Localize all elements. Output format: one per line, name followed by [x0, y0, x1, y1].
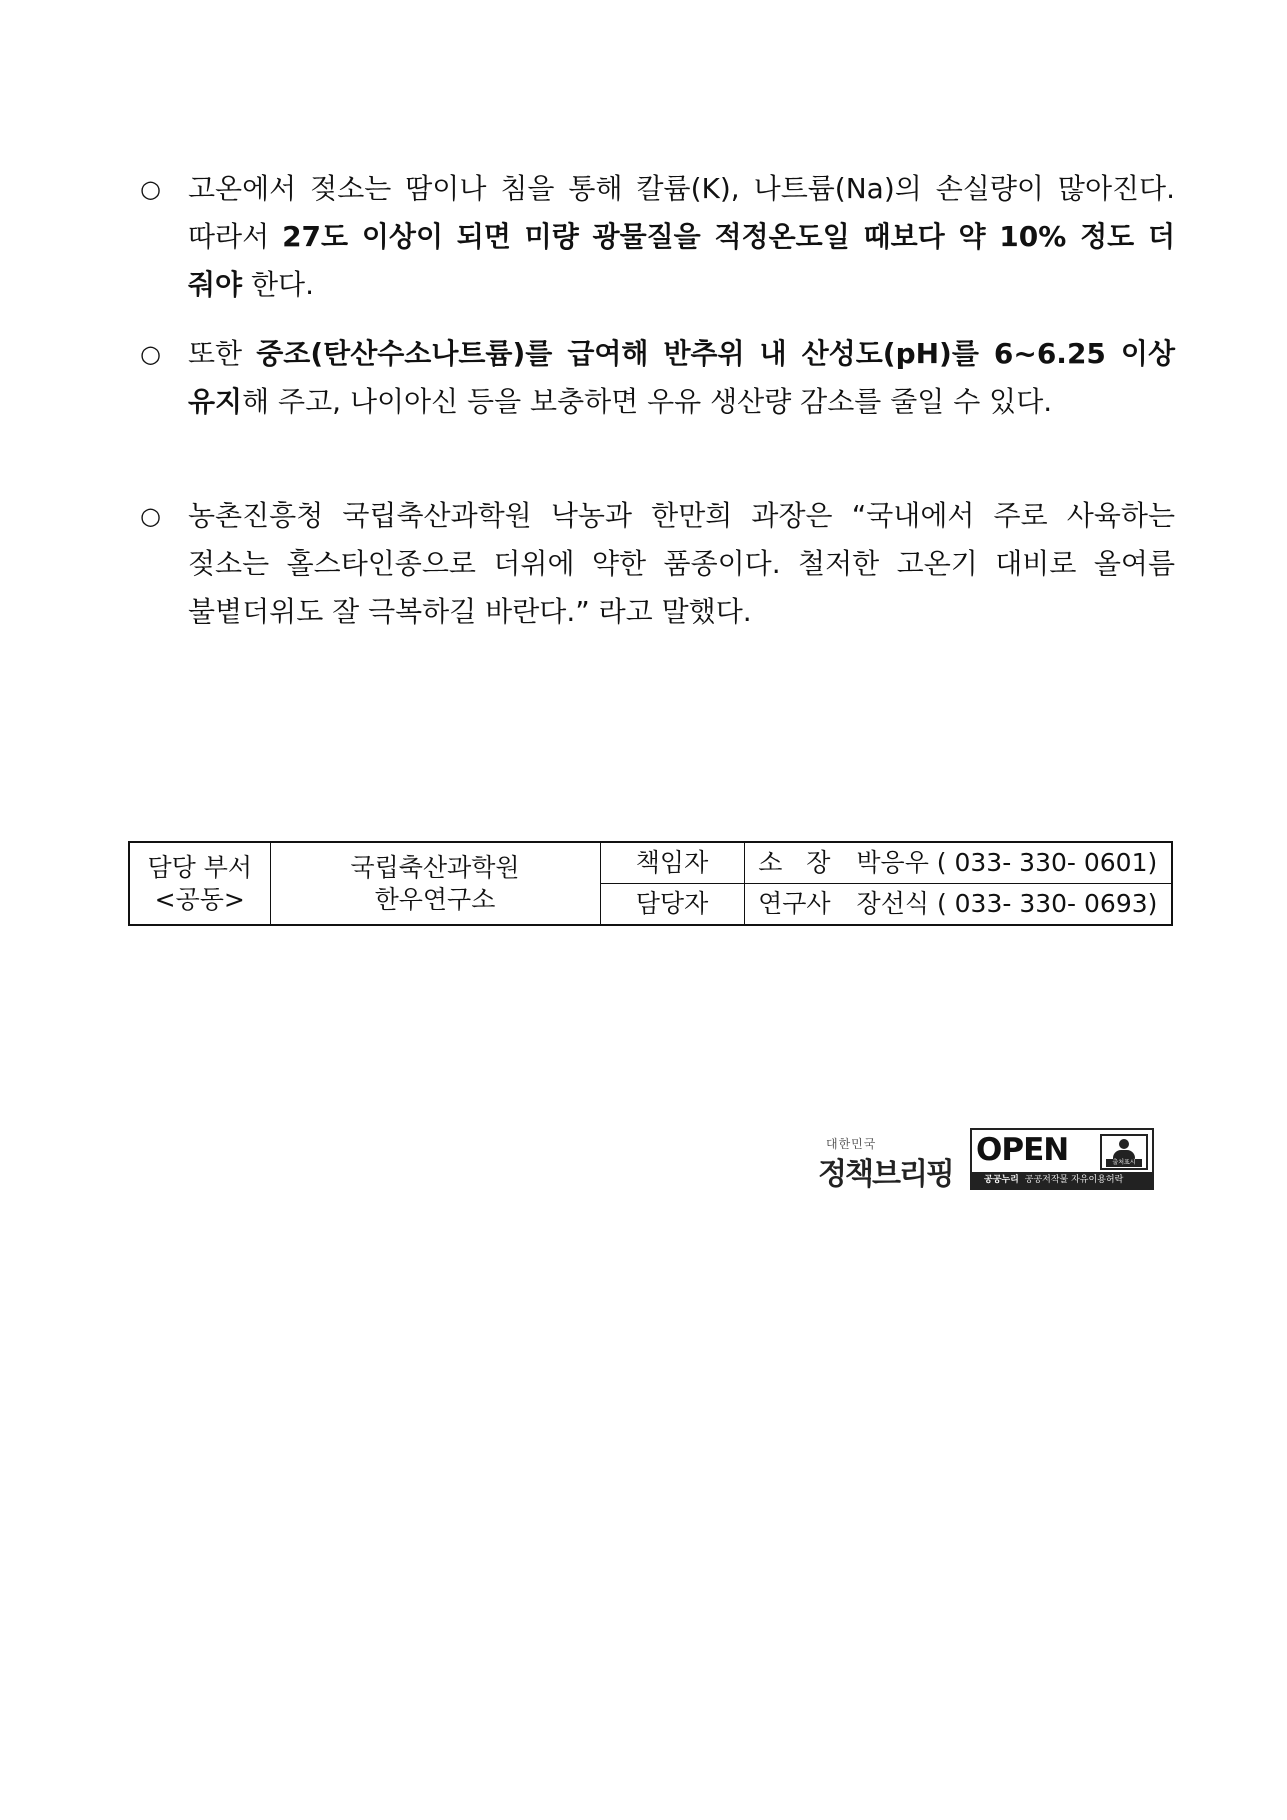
- paragraph-text: [188, 492, 1175, 636]
- attribution-person-icon: [1100, 1134, 1148, 1170]
- contact-title: 소 장: [758, 848, 831, 877]
- bullet-icon: ○: [140, 502, 161, 530]
- open-word: OPEN: [976, 1132, 1069, 1168]
- contact-cell: [744, 842, 1172, 884]
- dept-name-2: 한우연구소: [374, 884, 496, 914]
- role-cell: 책임자: [600, 842, 744, 884]
- bullet-icon: ○: [140, 340, 161, 368]
- attribution-badge-label: 출처표시: [1106, 1159, 1142, 1167]
- role-cell: 담당자: [600, 884, 744, 926]
- text-segment: 농촌진흥청 국립축산과학원 낙농과 한만희 과장은 “국내에서 주로 사육하는 젖소는 홀스타인종으로 더위에 약한 품종이다. 철저한 고온기 대비로 올여름 불볕더위도 잘 극복하길 바란다.” 라고 말했다.: [188, 499, 1175, 628]
- briefing-logo-title: 정책브리핑: [818, 1157, 953, 1192]
- open-license-logo: [970, 1128, 1154, 1190]
- contact-title: 연구사: [758, 889, 831, 918]
- bold-segment: 중조(탄산수소나트륨)를 급여해 반추위 내 산성도(pH)를 6~6.25 이상 유지: [188, 337, 1175, 418]
- text-segment: 해 주고, 나이아신 등을 보충하면 우유 생산량 감소를 줄일 수 있다.: [242, 385, 1053, 418]
- text-segment: 고온에서 젖소는 땀이나 침을 통해 칼륨(K), 나트륨(Na)의 손실량이 많아진다. 따라서: [188, 172, 1175, 253]
- paragraph-3: [140, 492, 1175, 636]
- dept-label-cell: [129, 842, 270, 925]
- bullet-icon: ○: [140, 175, 161, 203]
- paragraph-2: [140, 330, 1175, 426]
- open-bar-bold: 공공누리: [984, 1175, 1019, 1185]
- briefing-logo-subtitle: 대한민국: [826, 1137, 877, 1151]
- paragraph-1: [140, 165, 1175, 309]
- bold-segment: 27도 이상이 되면 미량 광물질을 적정온도일 때보다 약 10% 정도 더 줘야: [188, 220, 1175, 301]
- open-license-bar: [972, 1172, 1152, 1188]
- text-segment: 또한: [188, 337, 257, 370]
- contact-name-phone: 장선식 ( 033- 330- 0693): [856, 889, 1158, 918]
- dept-name-cell: [270, 842, 600, 925]
- policy-briefing-logo: [818, 1135, 958, 1193]
- paragraph-text: [188, 330, 1175, 426]
- dept-label: 담당 부서: [147, 852, 253, 882]
- contact-table: [128, 841, 1173, 926]
- dept-name-1: 국립축산과학원: [350, 852, 520, 882]
- open-bar-text: 공공저작물 자유이용허락: [1024, 1175, 1124, 1185]
- contact-name-phone: 박응우 ( 033- 330- 0601): [856, 848, 1158, 877]
- text-segment: 한다.: [242, 268, 315, 301]
- paragraph-text: [188, 165, 1175, 309]
- contact-cell: [744, 884, 1172, 926]
- dept-joint-label: <공동>: [154, 884, 245, 914]
